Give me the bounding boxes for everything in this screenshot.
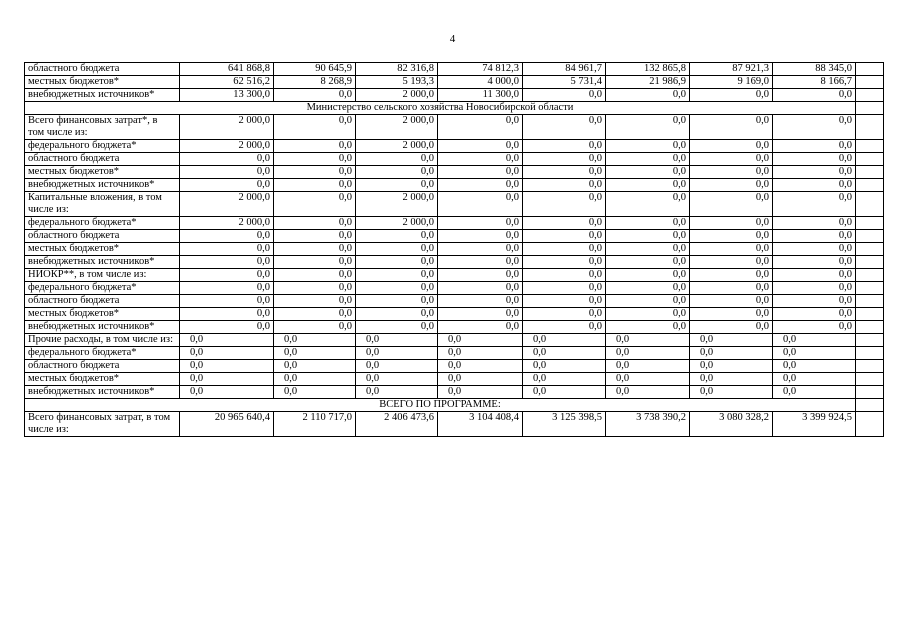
value-cell: 3 125 398,5 — [523, 412, 606, 437]
value-cell: 0,0 — [180, 269, 274, 282]
value-cell: 0,0 — [356, 386, 438, 399]
value-cell: 0,0 — [690, 243, 773, 256]
value-cell: 0,0 — [773, 347, 856, 360]
value-cell: 0,0 — [356, 295, 438, 308]
table-row — [25, 140, 884, 153]
value-cell: 0,0 — [356, 334, 438, 347]
empty-cell — [856, 295, 884, 308]
value-cell: 0,0 — [438, 386, 523, 399]
row-label: местных бюджетов* — [25, 373, 180, 386]
empty-cell — [856, 412, 884, 437]
section-header-row — [25, 399, 884, 412]
value-cell: 2 110 717,0 — [274, 412, 356, 437]
empty-cell — [856, 321, 884, 334]
value-cell: 0,0 — [773, 192, 856, 217]
empty-cell — [856, 334, 884, 347]
table-row — [25, 360, 884, 373]
row-label: внебюджетных источников* — [25, 89, 180, 102]
value-cell: 0,0 — [356, 166, 438, 179]
value-cell: 0,0 — [356, 179, 438, 192]
value-cell: 0,0 — [690, 269, 773, 282]
value-cell: 0,0 — [356, 282, 438, 295]
value-cell: 0,0 — [438, 373, 523, 386]
value-cell: 0,0 — [180, 179, 274, 192]
value-cell: 0,0 — [438, 217, 523, 230]
table-row — [25, 115, 884, 140]
value-cell: 0,0 — [690, 153, 773, 166]
value-cell: 0,0 — [274, 217, 356, 230]
empty-cell — [856, 76, 884, 89]
value-cell: 0,0 — [438, 347, 523, 360]
row-label: НИОКР**, в том числе из: — [25, 269, 180, 282]
value-cell: 0,0 — [690, 179, 773, 192]
value-cell: 4 000,0 — [438, 76, 523, 89]
value-cell: 11 300,0 — [438, 89, 523, 102]
row-label: областного бюджета — [25, 63, 180, 76]
table-row — [25, 386, 884, 399]
value-cell: 0,0 — [773, 334, 856, 347]
value-cell: 0,0 — [773, 295, 856, 308]
value-cell: 0,0 — [180, 308, 274, 321]
row-label: местных бюджетов* — [25, 76, 180, 89]
row-label: Капитальные вложения, в том числе из: — [25, 192, 180, 217]
value-cell: 0,0 — [523, 140, 606, 153]
value-cell: 0,0 — [438, 166, 523, 179]
value-cell: 84 961,7 — [523, 63, 606, 76]
value-cell: 2 000,0 — [356, 192, 438, 217]
value-cell: 0,0 — [523, 269, 606, 282]
value-cell: 62 516,2 — [180, 76, 274, 89]
value-cell: 0,0 — [523, 179, 606, 192]
table-row — [25, 153, 884, 166]
value-cell: 0,0 — [274, 269, 356, 282]
value-cell: 0,0 — [180, 360, 274, 373]
value-cell: 0,0 — [523, 282, 606, 295]
empty-cell — [856, 399, 884, 412]
table-row — [25, 308, 884, 321]
section-header: Министерство сельского хозяйства Новосибирской области — [25, 102, 856, 115]
table-body — [25, 63, 884, 437]
value-cell: 0,0 — [274, 386, 356, 399]
value-cell: 0,0 — [180, 166, 274, 179]
value-cell: 2 000,0 — [180, 140, 274, 153]
value-cell: 0,0 — [274, 256, 356, 269]
value-cell: 0,0 — [523, 386, 606, 399]
value-cell: 0,0 — [523, 256, 606, 269]
value-cell: 2 000,0 — [180, 115, 274, 140]
value-cell: 0,0 — [438, 243, 523, 256]
value-cell: 0,0 — [606, 360, 690, 373]
value-cell: 8 166,7 — [773, 76, 856, 89]
value-cell: 132 865,8 — [606, 63, 690, 76]
value-cell: 2 000,0 — [180, 192, 274, 217]
value-cell: 0,0 — [773, 115, 856, 140]
value-cell: 0,0 — [690, 360, 773, 373]
value-cell: 0,0 — [690, 308, 773, 321]
value-cell: 0,0 — [274, 334, 356, 347]
row-label: местных бюджетов* — [25, 166, 180, 179]
value-cell: 0,0 — [438, 192, 523, 217]
value-cell: 0,0 — [274, 373, 356, 386]
value-cell: 0,0 — [606, 347, 690, 360]
value-cell: 0,0 — [274, 166, 356, 179]
value-cell: 82 316,8 — [356, 63, 438, 76]
value-cell: 0,0 — [356, 321, 438, 334]
value-cell: 0,0 — [274, 115, 356, 140]
value-cell: 0,0 — [180, 373, 274, 386]
value-cell: 0,0 — [438, 321, 523, 334]
value-cell: 0,0 — [773, 256, 856, 269]
value-cell: 2 406 473,6 — [356, 412, 438, 437]
empty-cell — [856, 102, 884, 115]
table-row — [25, 230, 884, 243]
value-cell: 0,0 — [606, 256, 690, 269]
value-cell: 0,0 — [438, 153, 523, 166]
value-cell: 0,0 — [773, 166, 856, 179]
table-row — [25, 295, 884, 308]
value-cell: 0,0 — [606, 386, 690, 399]
value-cell: 0,0 — [690, 192, 773, 217]
value-cell: 641 868,8 — [180, 63, 274, 76]
value-cell: 0,0 — [523, 115, 606, 140]
value-cell: 0,0 — [606, 217, 690, 230]
table-row — [25, 334, 884, 347]
value-cell: 0,0 — [606, 282, 690, 295]
value-cell: 0,0 — [274, 308, 356, 321]
budget-table — [24, 62, 884, 437]
page-number: 4 — [449, 33, 456, 45]
value-cell: 0,0 — [773, 153, 856, 166]
value-cell: 0,0 — [773, 89, 856, 102]
value-cell: 0,0 — [606, 89, 690, 102]
empty-cell — [856, 153, 884, 166]
value-cell: 0,0 — [274, 360, 356, 373]
row-label: федерального бюджета* — [25, 140, 180, 153]
value-cell: 0,0 — [523, 347, 606, 360]
value-cell: 0,0 — [773, 140, 856, 153]
value-cell: 0,0 — [690, 89, 773, 102]
empty-cell — [856, 230, 884, 243]
value-cell: 0,0 — [274, 347, 356, 360]
value-cell: 2 000,0 — [180, 217, 274, 230]
value-cell: 0,0 — [773, 179, 856, 192]
value-cell: 0,0 — [773, 269, 856, 282]
empty-cell — [856, 115, 884, 140]
value-cell: 8 268,9 — [274, 76, 356, 89]
value-cell: 0,0 — [438, 295, 523, 308]
value-cell: 0,0 — [523, 334, 606, 347]
table-row — [25, 179, 884, 192]
value-cell: 0,0 — [773, 321, 856, 334]
row-label: внебюджетных источников* — [25, 179, 180, 192]
value-cell: 0,0 — [274, 192, 356, 217]
value-cell: 0,0 — [180, 334, 274, 347]
value-cell: 0,0 — [690, 386, 773, 399]
value-cell: 0,0 — [438, 282, 523, 295]
value-cell: 0,0 — [356, 243, 438, 256]
value-cell: 0,0 — [438, 269, 523, 282]
empty-cell — [856, 347, 884, 360]
value-cell: 0,0 — [773, 282, 856, 295]
value-cell: 3 738 390,2 — [606, 412, 690, 437]
value-cell: 0,0 — [438, 179, 523, 192]
value-cell: 90 645,9 — [274, 63, 356, 76]
value-cell: 0,0 — [274, 243, 356, 256]
value-cell: 0,0 — [356, 347, 438, 360]
value-cell: 3 399 924,5 — [773, 412, 856, 437]
value-cell: 0,0 — [438, 230, 523, 243]
row-label: внебюджетных источников* — [25, 321, 180, 334]
value-cell: 0,0 — [180, 386, 274, 399]
value-cell: 0,0 — [690, 230, 773, 243]
value-cell: 0,0 — [356, 153, 438, 166]
value-cell: 0,0 — [180, 321, 274, 334]
empty-cell — [856, 63, 884, 76]
value-cell: 0,0 — [523, 153, 606, 166]
table-row — [25, 192, 884, 217]
empty-cell — [856, 166, 884, 179]
value-cell: 0,0 — [438, 334, 523, 347]
row-label: Прочие расходы, в том числе из: — [25, 334, 180, 347]
empty-cell — [856, 89, 884, 102]
value-cell: 0,0 — [773, 230, 856, 243]
value-cell: 0,0 — [690, 256, 773, 269]
value-cell: 0,0 — [274, 282, 356, 295]
table-row — [25, 166, 884, 179]
value-cell: 2 000,0 — [356, 115, 438, 140]
value-cell: 0,0 — [773, 360, 856, 373]
table-row — [25, 217, 884, 230]
value-cell: 0,0 — [438, 140, 523, 153]
value-cell: 0,0 — [523, 360, 606, 373]
row-label: областного бюджета — [25, 360, 180, 373]
value-cell: 13 300,0 — [180, 89, 274, 102]
value-cell: 0,0 — [438, 308, 523, 321]
value-cell: 0,0 — [356, 256, 438, 269]
value-cell: 2 000,0 — [356, 140, 438, 153]
value-cell: 20 965 640,4 — [180, 412, 274, 437]
value-cell: 0,0 — [773, 243, 856, 256]
value-cell: 0,0 — [606, 269, 690, 282]
value-cell: 0,0 — [438, 256, 523, 269]
value-cell: 9 169,0 — [690, 76, 773, 89]
empty-cell — [856, 217, 884, 230]
value-cell: 0,0 — [356, 230, 438, 243]
empty-cell — [856, 179, 884, 192]
value-cell: 0,0 — [180, 347, 274, 360]
value-cell: 0,0 — [773, 308, 856, 321]
empty-cell — [856, 360, 884, 373]
value-cell: 0,0 — [523, 192, 606, 217]
section-header: ВСЕГО ПО ПРОГРАММЕ: — [25, 399, 856, 412]
value-cell: 0,0 — [523, 373, 606, 386]
value-cell: 88 345,0 — [773, 63, 856, 76]
table-row — [25, 89, 884, 102]
value-cell: 0,0 — [180, 153, 274, 166]
value-cell: 0,0 — [180, 243, 274, 256]
empty-cell — [856, 192, 884, 217]
empty-cell — [856, 308, 884, 321]
value-cell: 0,0 — [274, 230, 356, 243]
value-cell: 0,0 — [523, 89, 606, 102]
value-cell: 0,0 — [690, 373, 773, 386]
value-cell: 0,0 — [690, 115, 773, 140]
table-row — [25, 321, 884, 334]
table-row — [25, 412, 884, 437]
value-cell: 0,0 — [523, 230, 606, 243]
value-cell: 0,0 — [690, 321, 773, 334]
table-row — [25, 76, 884, 89]
table-row — [25, 347, 884, 360]
value-cell: 0,0 — [606, 308, 690, 321]
table-row — [25, 63, 884, 76]
value-cell: 0,0 — [180, 295, 274, 308]
value-cell: 0,0 — [274, 153, 356, 166]
value-cell: 0,0 — [690, 217, 773, 230]
row-label: областного бюджета — [25, 230, 180, 243]
empty-cell — [856, 269, 884, 282]
value-cell: 0,0 — [606, 179, 690, 192]
value-cell: 0,0 — [180, 282, 274, 295]
value-cell: 0,0 — [523, 166, 606, 179]
empty-cell — [856, 243, 884, 256]
row-label: федерального бюджета* — [25, 347, 180, 360]
table-row — [25, 243, 884, 256]
empty-cell — [856, 386, 884, 399]
value-cell: 0,0 — [690, 166, 773, 179]
row-label: внебюджетных источников* — [25, 386, 180, 399]
value-cell: 2 000,0 — [356, 217, 438, 230]
value-cell: 74 812,3 — [438, 63, 523, 76]
value-cell: 0,0 — [773, 386, 856, 399]
value-cell: 0,0 — [356, 269, 438, 282]
value-cell: 0,0 — [606, 243, 690, 256]
empty-cell — [856, 373, 884, 386]
value-cell: 0,0 — [274, 89, 356, 102]
value-cell: 0,0 — [523, 308, 606, 321]
value-cell: 0,0 — [180, 230, 274, 243]
value-cell: 0,0 — [356, 373, 438, 386]
value-cell: 0,0 — [274, 295, 356, 308]
value-cell: 0,0 — [606, 295, 690, 308]
value-cell: 0,0 — [523, 321, 606, 334]
row-label: Всего финансовых затрат, в том числе из: — [25, 412, 180, 437]
value-cell: 0,0 — [274, 179, 356, 192]
row-label: областного бюджета — [25, 153, 180, 166]
value-cell: 0,0 — [606, 115, 690, 140]
value-cell: 0,0 — [523, 243, 606, 256]
value-cell: 0,0 — [606, 321, 690, 334]
empty-cell — [856, 140, 884, 153]
value-cell: 2 000,0 — [356, 89, 438, 102]
value-cell: 3 104 408,4 — [438, 412, 523, 437]
value-cell: 0,0 — [606, 140, 690, 153]
value-cell: 0,0 — [606, 373, 690, 386]
row-label: федерального бюджета* — [25, 282, 180, 295]
value-cell: 0,0 — [438, 360, 523, 373]
empty-cell — [856, 256, 884, 269]
value-cell: 0,0 — [356, 360, 438, 373]
value-cell: 0,0 — [773, 217, 856, 230]
value-cell: 5 193,3 — [356, 76, 438, 89]
row-label: областного бюджета — [25, 295, 180, 308]
row-label: Всего финансовых затрат*, в том числе из: — [25, 115, 180, 140]
value-cell: 0,0 — [356, 308, 438, 321]
value-cell: 0,0 — [690, 334, 773, 347]
value-cell: 0,0 — [180, 256, 274, 269]
value-cell: 21 986,9 — [606, 76, 690, 89]
value-cell: 0,0 — [773, 373, 856, 386]
value-cell: 0,0 — [274, 321, 356, 334]
value-cell: 0,0 — [690, 295, 773, 308]
value-cell: 0,0 — [690, 282, 773, 295]
value-cell: 0,0 — [690, 140, 773, 153]
value-cell: 0,0 — [606, 230, 690, 243]
value-cell: 5 731,4 — [523, 76, 606, 89]
value-cell: 0,0 — [606, 153, 690, 166]
table-row — [25, 373, 884, 386]
value-cell: 3 080 328,2 — [690, 412, 773, 437]
empty-cell — [856, 282, 884, 295]
value-cell: 0,0 — [690, 347, 773, 360]
value-cell: 0,0 — [438, 115, 523, 140]
value-cell: 0,0 — [523, 217, 606, 230]
row-label: местных бюджетов* — [25, 243, 180, 256]
value-cell: 0,0 — [606, 166, 690, 179]
row-label: местных бюджетов* — [25, 308, 180, 321]
value-cell: 0,0 — [606, 192, 690, 217]
table-row — [25, 269, 884, 282]
row-label: внебюджетных источников* — [25, 256, 180, 269]
section-header-row — [25, 102, 884, 115]
value-cell: 0,0 — [274, 140, 356, 153]
table-row — [25, 256, 884, 269]
table-row — [25, 282, 884, 295]
value-cell: 0,0 — [606, 334, 690, 347]
row-label: федерального бюджета* — [25, 217, 180, 230]
value-cell: 0,0 — [523, 295, 606, 308]
value-cell: 87 921,3 — [690, 63, 773, 76]
